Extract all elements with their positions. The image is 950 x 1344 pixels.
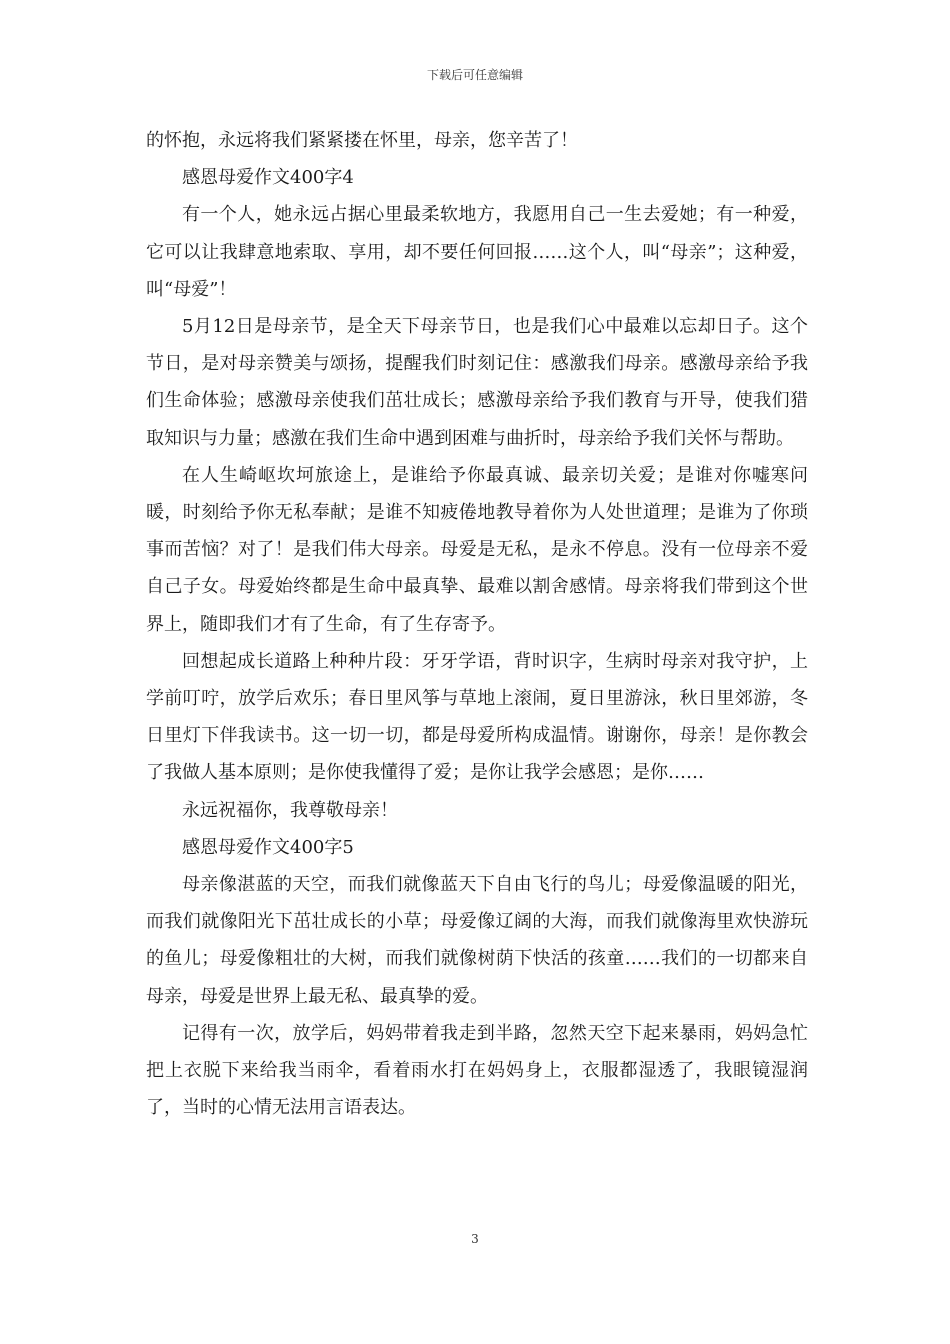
paragraph: 母亲像湛蓝的天空，而我们就像蓝天下自由飞行的鸟儿；母爱像温暖的阳光，而我们就像阳光下茁壮成长的小草；母爱像辽阔的大海，而我们就像海里欢快游玩的鱼儿；母爱像粗壮的大树，而我们就像树荫下快活的孩童……我们的一切都来自母亲，母爱是世界上最无私、最真挚的爱。: [146, 874, 808, 1007]
paragraph-continuation: 的怀抱，永远将我们紧紧搂在怀里，母亲，您辛苦了！: [146, 130, 578, 151]
page-header: 下载后可任意编辑: [426, 68, 523, 82]
essay-heading-5: 感恩母爱作文400字5: [182, 836, 354, 858]
paragraph: 记得有一次，放学后，妈妈带着我走到半路，忽然天空下起来暴雨，妈妈急忙把上衣脱下来给我当雨伞，看着雨水打在妈妈身上，衣服都湿透了，我眼镜湿润了，当时的心情无法用言语表达。: [146, 1022, 808, 1119]
page-number: 3: [471, 1232, 479, 1246]
essay-heading-4: 感恩母爱作文400字4: [182, 167, 354, 189]
paragraph: 回想起成长道路上种种片段：牙牙学语，背时识字，生病时母亲对我守护，上学前叮咛，放学后欢乐；春日里风筝与草地上滚闹，夏日里游泳，秋日里郊游，冬日里灯下伴我读书。这一切一切，都是母爱所构成温情。谢谢你，母亲！是你教会了我做人基本原则；是你使我懂得了爱；是你让我学会感恩；是你……: [146, 650, 808, 784]
paragraph-blessing: 永远祝福你，我尊敬母亲！: [182, 799, 398, 821]
document-body: [146, 122, 808, 1126]
paragraph: 5月12日是母亲节，是全天下母亲节日，也是我们心中最难以忘却日子。这个节日，是对母亲赞美与颂扬，提醒我们时刻记住：感激我们母亲。感激母亲给予我们生命体验；感激母亲使我们茁壮成长；感激母亲给予我们教育与开导，使我们猎取知识与力量；感激在我们生命中遇到困难与曲折时，母亲给予我们关怀与帮助。: [146, 316, 808, 449]
paragraph: 有一个人，她永远占据心里最柔软地方，我愿用自己一生去爱她；有一种爱，它可以让我肆意地索取、享用，却不要任何回报……这个人，叫“母亲”；这种爱，叫“母爱”！: [146, 204, 808, 300]
paragraph: 在人生崎岖坎坷旅途上，是谁给予你最真诚、最亲切关爱；是谁对你嘘寒问暖，时刻给予你无私奉献；是谁不知疲倦地教导着你为人处世道理；是谁为了你琐事而苦恼？对了！是我们伟大母亲。母爱是无私，是永不停息。没有一位母亲不爱自己子女。母爱始终都是生命中最真挚、最难以割舍感情。母亲将我们带到这个世界上，随即我们才有了生命，有了生存寄予。: [146, 464, 808, 635]
